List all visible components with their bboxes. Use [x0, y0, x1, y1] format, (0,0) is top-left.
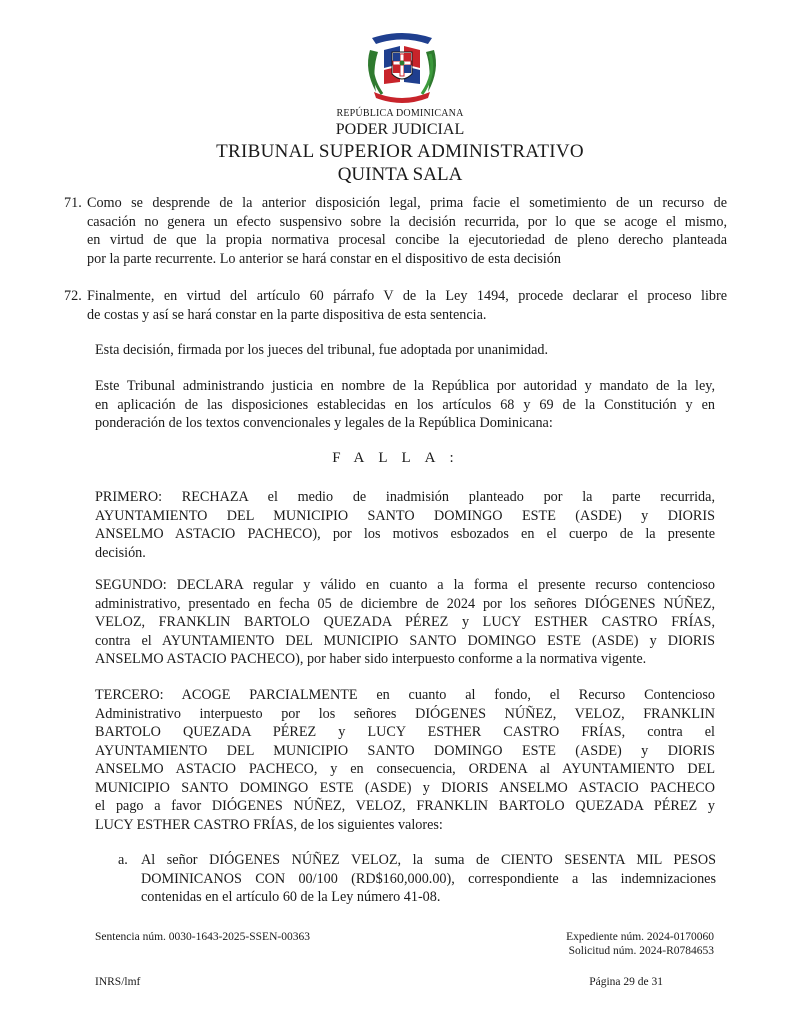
paragraph-line: ANSELMO ASTACIO PACHECO), por los motivos esbozados en el cuerpo de la presente [95, 526, 715, 542]
paragraph-line: Finalmente, en virtud del artículo 60 párrafo V de la Ley 1494, procede declarar el proceso libre [87, 288, 727, 304]
decision-statement: Esta decisión, firmada por los jueces del tribunal, fue adoptada por unanimidad. [95, 342, 549, 358]
paragraph-line: contra el AYUNTAMIENTO DEL MUNICIPIO SANTO DOMINGO ESTE (ASDE) y DIORIS [95, 632, 715, 649]
country-name: REPÚBLICA DOMINICANA [336, 108, 464, 119]
paragraph-line: por la parte recurrente. Lo anterior se hará constar en el dispositivo de esta decisión [87, 250, 561, 267]
paragraph-line: el pago a favor DIÓGENES NÚÑEZ, VELOZ, FRANKLIN BARTOLO QUEZADA PÉREZ y [95, 798, 715, 814]
coat-of-arms-icon [362, 30, 442, 104]
paragraph-line: Al señor DIÓGENES NÚÑEZ VELOZ, la suma de CIENTO SESENTA MIL PESOS [141, 852, 716, 868]
ruling-tercero [95, 686, 715, 834]
initials: INRS/lmf [95, 976, 141, 988]
paragraph-line: MUNICIPIO SANTO DOMINGO ESTE (ASDE) y DIORIS ANSELMO ASTACIO PACHECO [95, 779, 715, 796]
expediente-number: Expediente núm. 2024-0170060 [566, 931, 714, 943]
paragraph-line: AYUNTAMIENTO DEL MUNICIPIO SANTO DOMINGO ESTE (ASDE) y DIORIS [95, 507, 715, 524]
paragraph-line: BARTOLO QUEZADA PÉREZ y LUCY ESTHER CASTRO FRÍAS, contra el [95, 724, 715, 740]
court-name: TRIBUNAL SUPERIOR ADMINISTRATIVO [216, 141, 584, 162]
ruling-primero [95, 488, 715, 562]
paragraph-line: administrativo, presentado en fecha 05 de diciembre de 2024 por los señores DIÓGENES NÚÑEZ, [95, 595, 715, 612]
paragraph-line: Administrativo interpuesto por los señores DIÓGENES NÚÑEZ, VELOZ, FRANKLIN [95, 705, 715, 722]
paragraph-line: ANSELMO ASTACIO PACHECO), por haber sido interpuesto conforme a la normativa vigente. [95, 651, 647, 667]
ruling-segundo [95, 576, 715, 669]
list-item-label: a. [118, 852, 128, 868]
chamber-name: QUINTA SALA [337, 164, 463, 185]
tribunal-statement [95, 377, 715, 433]
paragraph-line: ANSELMO ASTACIO PACHECO, y en consecuencia, ORDENA al AYUNTAMIENTO DEL [95, 761, 715, 777]
sentencia-number: Sentencia núm. 0030-1643-2025-SSEN-00363 [95, 931, 310, 943]
paragraph-line: VELOZ, FRANKLIN BARTOLO QUEZADA PÉREZ y LUCY ESTHER CASTRO FRÍAS, [95, 614, 715, 630]
branch-name: PODER JUDICIAL [335, 121, 465, 138]
list-item-a [141, 851, 716, 907]
paragraph-line: en aplicación de las disposiciones establecidas en los artículos 68 y 69 de la Constitución y en [95, 396, 715, 413]
falla-heading: FALLA: [332, 450, 468, 466]
paragraph-line: ponderación de los textos convencionales y legales de la República Dominicana: [95, 415, 553, 431]
paragraph-line: LUCY ESTHER CASTRO FRÍAS, de los siguientes valores: [95, 816, 443, 833]
paragraph-number-71: 71. [64, 195, 82, 211]
paragraph-line: Este Tribunal administrando justicia en nombre de la República por autoridad y mandato de la ley, [95, 378, 715, 394]
paragraph-line: DOMINICANOS CON 00/100 (RD$160,000.00), correspondiente a las indemnizaciones [141, 870, 716, 887]
page-number: Página 29 de 31 [589, 976, 663, 988]
paragraph-72 [87, 287, 727, 324]
solicitud-number: Solicitud núm. 2024-R0784653 [568, 945, 714, 957]
paragraph-line: en virtud de que la propia normativa procesal concibe la ejecutoriedad de pleno derecho planteada [87, 232, 727, 248]
paragraph-line: PRIMERO: RECHAZA el medio de inadmisión planteado por la parte recurrida, [95, 489, 715, 505]
paragraph-line: TERCERO: ACOGE PARCIALMENTE en cuanto al fondo, el Recurso Contencioso [95, 687, 715, 703]
paragraph-line: Como se desprende de la anterior disposición legal, prima facie el sometimiento de un recurso de [87, 195, 727, 211]
paragraph-line: de costas y así se hará constar en la parte dispositiva de esta sentencia. [87, 306, 487, 323]
paragraph-line: SEGUNDO: DECLARA regular y válido en cuanto a la forma el presente recurso contencioso [95, 577, 715, 593]
paragraph-71 [87, 194, 727, 268]
paragraph-line: decisión. [95, 544, 146, 561]
paragraph-line: casación no genera un efecto suspensivo sobre la decisión recurrida, por lo que se acoge el mismo, [87, 213, 727, 230]
paragraph-line: contenidas en el artículo 60 de la Ley número 41-08. [141, 889, 441, 905]
paragraph-number-72: 72. [64, 288, 82, 304]
paragraph-line: AYUNTAMIENTO DEL MUNICIPIO SANTO DOMINGO ESTE (ASDE) y DIORIS [95, 742, 715, 759]
